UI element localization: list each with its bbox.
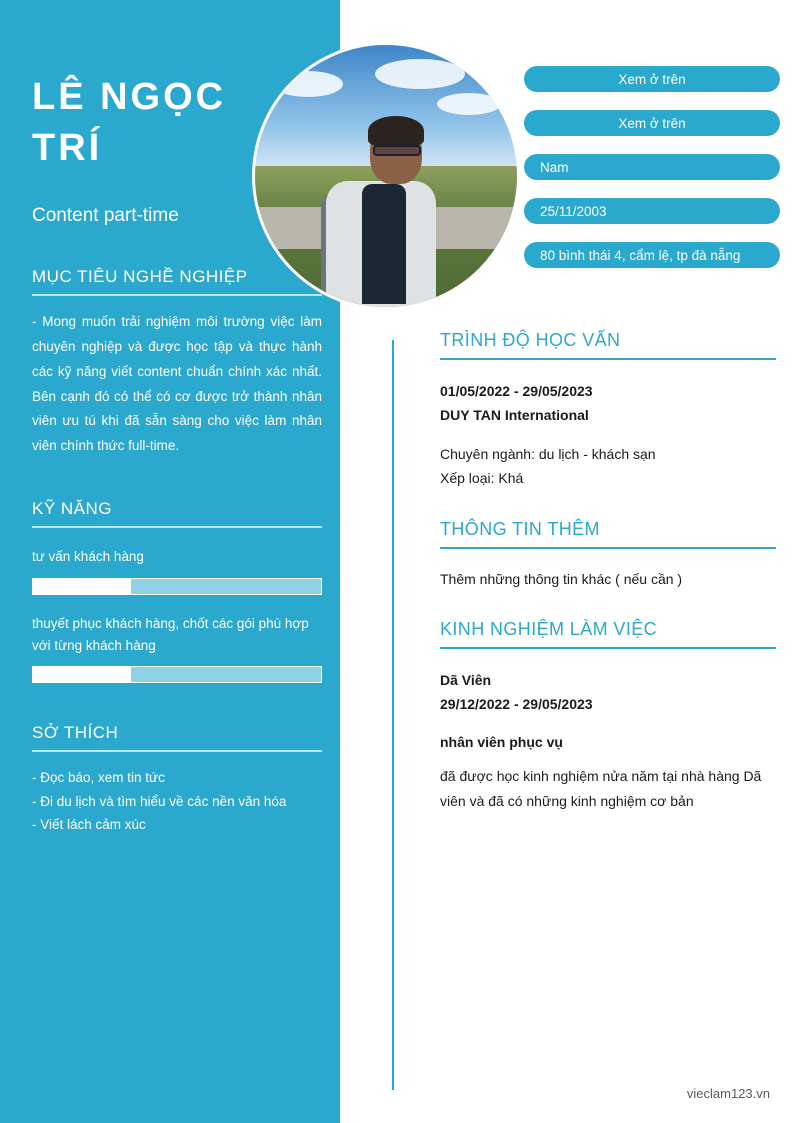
contact-pill-phone	[524, 66, 780, 92]
experience-entry	[440, 669, 776, 813]
hobbies-list	[32, 766, 322, 837]
list-item: - Đi du lịch và tìm hiểu về các nền văn hóa	[32, 793, 287, 809]
education-heading: TRÌNH ĐỘ HỌC VẤN	[440, 330, 776, 360]
contact-pill-address	[524, 242, 780, 268]
candidate-name-line1: LÊ NGỌC	[32, 76, 227, 118]
experience-company: Dã Viên	[440, 672, 492, 689]
candidate-name-line2: TRÍ	[32, 127, 103, 170]
experience-description: đã được học kinh nghiệm nửa năm tại nhà hàng Dã viên và đã có những kinh nghiệm cơ bản	[440, 768, 762, 809]
skills-heading: KỸ NĂNG	[32, 499, 322, 528]
cloud-shape	[437, 93, 501, 115]
contact-pill-birthdate	[524, 198, 780, 224]
skill-progress-fill	[33, 667, 131, 682]
skill-progress-bar	[32, 578, 322, 595]
photo-shirt	[362, 184, 406, 304]
education-school: DUY TAN International	[440, 406, 589, 423]
experience-role: nhân viên phục vụ	[440, 733, 563, 750]
vertical-accent-line	[392, 340, 394, 1090]
education-entry	[440, 380, 776, 491]
contact-pill-label: 25/11/2003	[540, 203, 607, 219]
photo-hair	[368, 116, 424, 146]
experience-heading: KINH NGHIỆM LÀM VIỆC	[440, 619, 776, 649]
contact-pill-gender	[524, 154, 780, 180]
skill-label: thuyết phục khách hàng, chốt các gói phù hợp với từng khách hàng	[32, 616, 309, 653]
skill-item	[32, 613, 322, 683]
extra-info-heading: THÔNG TIN THÊM	[440, 519, 776, 549]
education-grade: Xếp loại: Khá	[440, 470, 524, 487]
footer-brand: vieclam123.vn	[686, 1086, 770, 1101]
contact-pill-label: Xem ở trên	[618, 115, 686, 131]
extra-info-body: Thêm những thông tin khác ( nếu cần )	[440, 570, 683, 587]
contact-pill-label: 80 bình thái 4, cẩm lệ, tp đà nẵng	[540, 247, 741, 263]
hobbies-heading: SỞ THÍCH	[32, 723, 322, 752]
contact-pill-label: Xem ở trên	[618, 71, 686, 87]
skill-progress-fill	[33, 579, 131, 594]
objective-body: - Mong muốn trải nghiệm môi trường việc làm chuyên nghiệp và được học tập và thực hành các kỹ năng viết content chuẩn chính xác nhất. Bên cạnh đó có thể có cơ được trở thành nhân viên ưu tú khi đã sẵn sàng cho việc làm nhân viên chính thức full-time.	[32, 313, 322, 454]
cloud-shape	[375, 59, 465, 89]
contact-pill-label: Nam	[540, 159, 569, 175]
glasses-icon	[373, 145, 421, 156]
skill-item	[32, 546, 322, 595]
job-title: Content part-time	[32, 204, 179, 226]
contact-pill-email	[524, 110, 780, 136]
education-dates: 01/05/2022 - 29/05/2023	[440, 383, 593, 399]
skill-label: tư vấn khách hàng	[32, 549, 144, 565]
list-item: - Đọc báo, xem tin tức	[32, 770, 165, 786]
education-major: Chuyên ngành: du lịch - khách sạn	[440, 445, 656, 462]
contact-info-list	[524, 66, 780, 286]
list-item: - Viết lách cảm xúc	[32, 817, 146, 833]
profile-photo	[252, 42, 520, 310]
objective-heading: MỤC TIÊU NGHỀ NGHIỆP	[32, 267, 322, 296]
experience-dates: 29/12/2022 - 29/05/2023	[440, 695, 593, 712]
cloud-shape	[273, 71, 343, 97]
skill-progress-bar	[32, 666, 322, 683]
